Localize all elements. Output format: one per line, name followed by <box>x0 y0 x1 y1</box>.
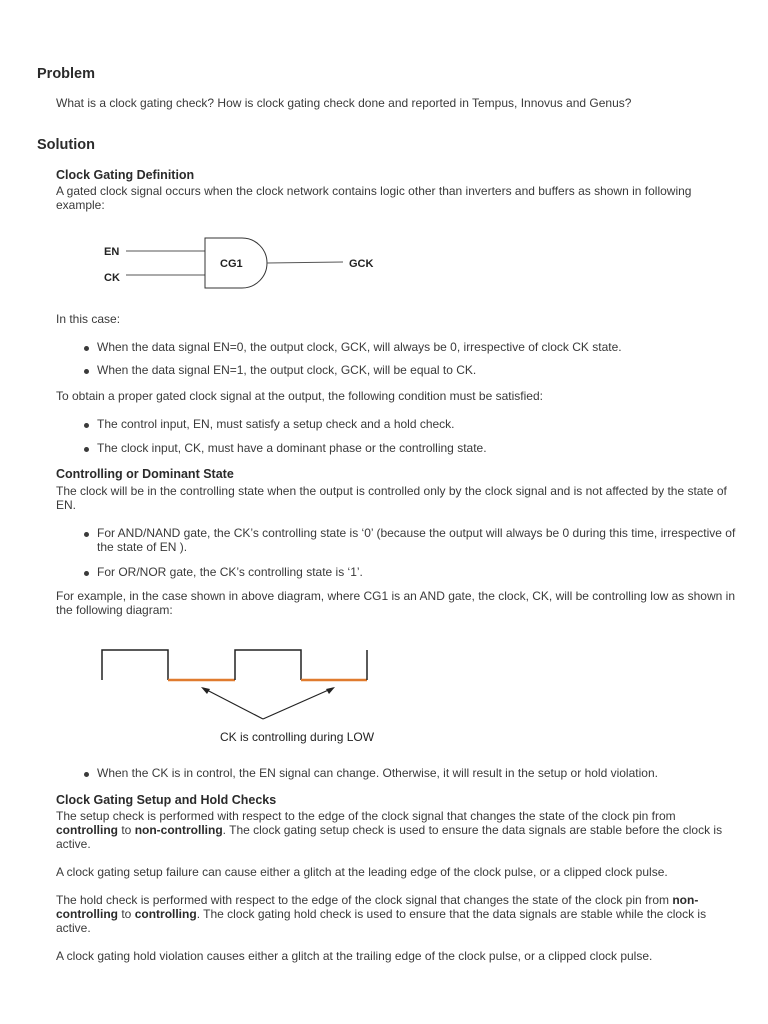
condition-intro: To obtain a proper gated clock signal at the output, the following condition must be satisfied: <box>56 389 543 403</box>
list-item: When the data signal EN=1, the output clock, GCK, will be equal to CK. <box>97 363 477 377</box>
example-text: For example, in the case shown in above diagram, where CG1 is an AND gate, the clock, CK, will be controlling low as shown in the following diagram: <box>56 589 735 617</box>
setup-failure-text: A clock gating setup failure can cause either a glitch at the leading edge of the clock pulse, or a clipped clock pulse. <box>56 865 668 879</box>
bullet-dot <box>84 571 89 576</box>
bullet-dot <box>84 447 89 452</box>
bullet-dot <box>84 772 89 777</box>
definition-intro: A gated clock signal occurs when the clock network contains logic other than inverters and buffers as shown in following example: <box>56 184 692 212</box>
list-item: The clock input, CK, must have a dominant phase or the controlling state. <box>97 441 487 455</box>
solution-heading: Solution <box>37 137 95 153</box>
problem-heading: Problem <box>37 66 96 82</box>
en-label: EN <box>104 246 120 258</box>
bullet-dot <box>84 423 89 428</box>
clock-gating-definition-heading: Clock Gating Definition <box>56 168 195 182</box>
list-item: For AND/NAND gate, the CK’s controlling state is ‘0’ (because the output will always be 0 during this time, irrespective of the state of EN ). <box>97 526 736 554</box>
controlling-state-heading: Controlling or Dominant State <box>56 467 234 481</box>
setup-check-text: The setup check is performed with respect to the edge of the clock signal that changes the state of the clock pin from controlling to non-controlling. The clock gating setup check is used to ensure the data signals are stable before the clock is active. <box>56 809 723 851</box>
controlling-text: The clock will be in the controlling state when the output is controlled only by the clock signal and is not affected by the state of EN. <box>56 484 727 512</box>
bullet-dot <box>84 346 89 351</box>
clock-gating-diagram <box>90 230 390 295</box>
waveform-caption: CK is controlling during LOW <box>220 730 375 744</box>
list-item: When the CK is in control, the EN signal can change. Otherwise, it will result in the setup or hold violation. <box>97 766 658 780</box>
list-item: For OR/NOR gate, the CK’s controlling state is ‘1’. <box>97 565 363 579</box>
bullet-dot <box>84 369 89 374</box>
ck-label: CK <box>104 272 120 284</box>
gck-label: GCK <box>349 258 374 270</box>
clock-waveform-diagram <box>95 640 385 750</box>
hold-violation-text: A clock gating hold violation causes either a glitch at the trailing edge of the clock pulse, or a clipped clock pulse. <box>56 949 653 963</box>
bullet-dot <box>84 532 89 537</box>
in-this-case: In this case: <box>56 312 121 326</box>
problem-text: What is a clock gating check? How is clock gating check done and reported in Tempus, Innovus and Genus? <box>56 96 632 110</box>
list-item: The control input, EN, must satisfy a setup check and a hold check. <box>97 417 455 431</box>
list-item: When the data signal EN=0, the output clock, GCK, will always be 0, irrespective of clock CK state. <box>97 340 622 354</box>
cg1-label: CG1 <box>220 258 243 270</box>
setup-hold-heading: Clock Gating Setup and Hold Checks <box>56 793 277 807</box>
hold-check-text: The hold check is performed with respect to the edge of the clock signal that changes the state of the clock pin from non-controlling to controlling. The clock gating hold check is used to ensure that the data signals are stable while the clock is active. <box>56 893 707 935</box>
